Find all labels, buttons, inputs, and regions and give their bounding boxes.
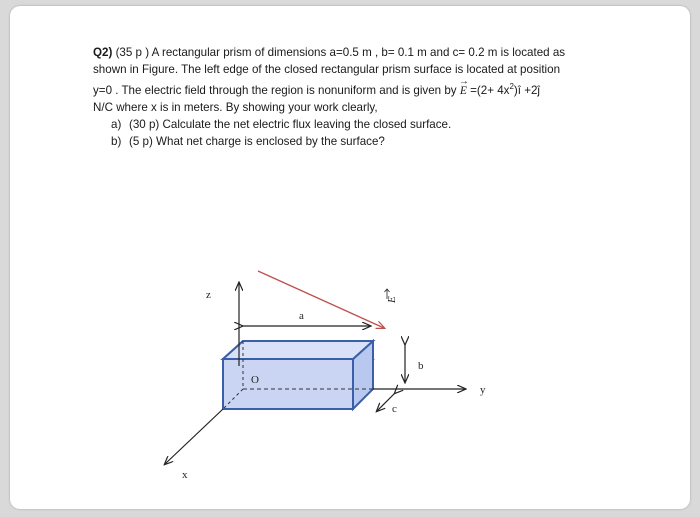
part-a-letter: a) xyxy=(111,117,122,131)
dimension-b-label: b xyxy=(418,360,424,372)
x-axis xyxy=(165,409,223,464)
part-b-text: (5 p) What net charge is enclosed by the surface? xyxy=(129,134,385,148)
question-line-1: A rectangular prism of dimensions a=0.5 m , b= 0.1 m and c= 0.2 m is located as xyxy=(151,46,566,59)
question-points: (35 p ) xyxy=(115,46,150,59)
prism-figure xyxy=(10,6,690,509)
field-label-group xyxy=(386,296,398,304)
question-number: Q2) xyxy=(93,46,113,59)
origin-label: O xyxy=(251,374,259,386)
z-axis-label: z xyxy=(206,289,211,301)
part-a-text: (30 p) Calculate the net electric flux leaving the closed surface. xyxy=(129,117,452,131)
field-label: E xyxy=(386,296,398,303)
y-axis-label: y xyxy=(480,384,486,396)
field-equation-end: )î +2ĵ xyxy=(513,83,541,97)
electric-field-line xyxy=(258,271,384,328)
dimension-c-label: c xyxy=(392,403,397,415)
x-axis-label: x xyxy=(182,469,188,481)
prism-top-face-overlay xyxy=(223,341,373,359)
field-equation: =(2+ 4x xyxy=(466,83,510,97)
question-line-2: shown in Figure. The left edge of the closed rectangular prism surface is located at position xyxy=(93,63,561,76)
field-exponent: 2 xyxy=(509,82,514,91)
part-b-letter: b) xyxy=(111,134,122,148)
dimension-a-label: a xyxy=(299,310,304,322)
document-page xyxy=(10,6,690,509)
question-line-3: y=0 . The electric field through the region is nonuniform and is given by xyxy=(93,83,460,97)
question-line-4: N/C where x is in meters. By showing your work clearly, xyxy=(93,100,378,114)
field-vector-symbol: → E xyxy=(460,82,467,99)
